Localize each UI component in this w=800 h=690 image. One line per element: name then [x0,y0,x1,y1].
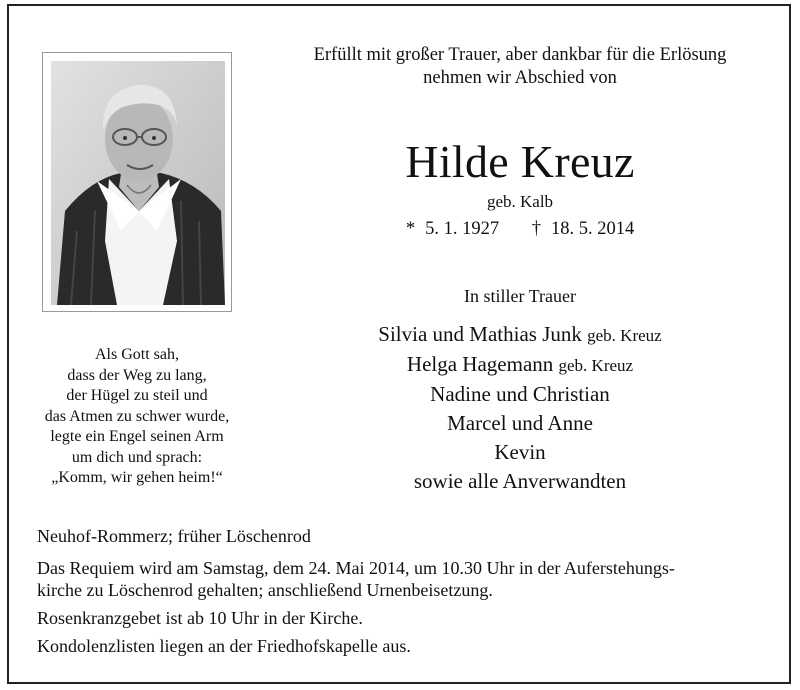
requiem-line-2: kirche zu Löschenrod gehalten; anschließend Urnenbeisetzung. [37,580,493,600]
mourner-item [280,409,760,438]
intro-line-2: nehmen wir Abschied von [423,68,617,88]
birth-name: geb. Kalb [486,192,554,211]
mourner-item [280,350,760,380]
mourner-item [280,438,760,467]
mourner-suffix: geb. Kreuz [558,356,634,375]
footer-notes [37,525,777,667]
poem-line: Als Gott sah, [95,346,179,363]
mourner-name: Kevin [494,440,546,464]
location-text: Neuhof-Rommerz; früher Löschenrod [37,526,311,546]
portrait-image [51,61,225,305]
condolence-text: Kondolenzlisten liegen an der Friedhofskapelle aus. [37,636,411,656]
mourner-name: sowie alle Anverwandten [413,469,627,493]
intro-line-1: Erfüllt mit großer Trauer, aber dankbar für die Erlösung [313,45,727,65]
mourners-list [280,320,760,496]
poem [20,345,254,489]
poem-line: um dich und sprach: [71,448,203,466]
mourner-item [280,320,760,350]
mourner-suffix: geb. Kreuz [587,326,662,345]
death-date-group [532,219,635,239]
portrait-frame [42,52,232,312]
mourner-name: Silvia und Mathias Junk [378,322,582,346]
life-dates [280,218,760,240]
death-symbol: † [531,219,541,239]
mourner-name: Nadine und Christian [430,382,610,406]
mourner-item [280,380,760,409]
deceased-name: Hilde Kreuz [405,136,635,187]
birth-date: 5. 1. 1927 [425,219,500,239]
mourner-name: Marcel und Anne [447,411,593,435]
poem-line: legte ein Engel seinen Arm [50,428,224,445]
requiem-text [37,557,777,601]
death-date: 18. 5. 2014 [550,219,635,239]
portrait-photo [51,61,225,305]
birth-date-group [406,219,499,239]
rosary-text: Rosenkranzgebet ist ab 10 Uhr in der Kirche. [37,608,363,628]
poem-line: „Komm, wir gehen heim!“ [51,469,223,486]
mourning-intro: In stiller Trauer [464,286,576,306]
poem-line: dass der Weg zu lang, [67,366,207,384]
poem-line: der Hügel zu steil und [66,387,208,404]
poem-line: das Atmen zu schwer wurde, [44,407,230,425]
birth-symbol: * [405,219,416,239]
intro-text [280,44,760,90]
mourner-name: Helga Hagemann [406,352,554,376]
mourner-item [280,467,760,496]
requiem-line-1: Das Requiem wird am Samstag, dem 24. Mai 2014, um 10.30 Uhr in der Auferstehungs- [37,558,675,578]
